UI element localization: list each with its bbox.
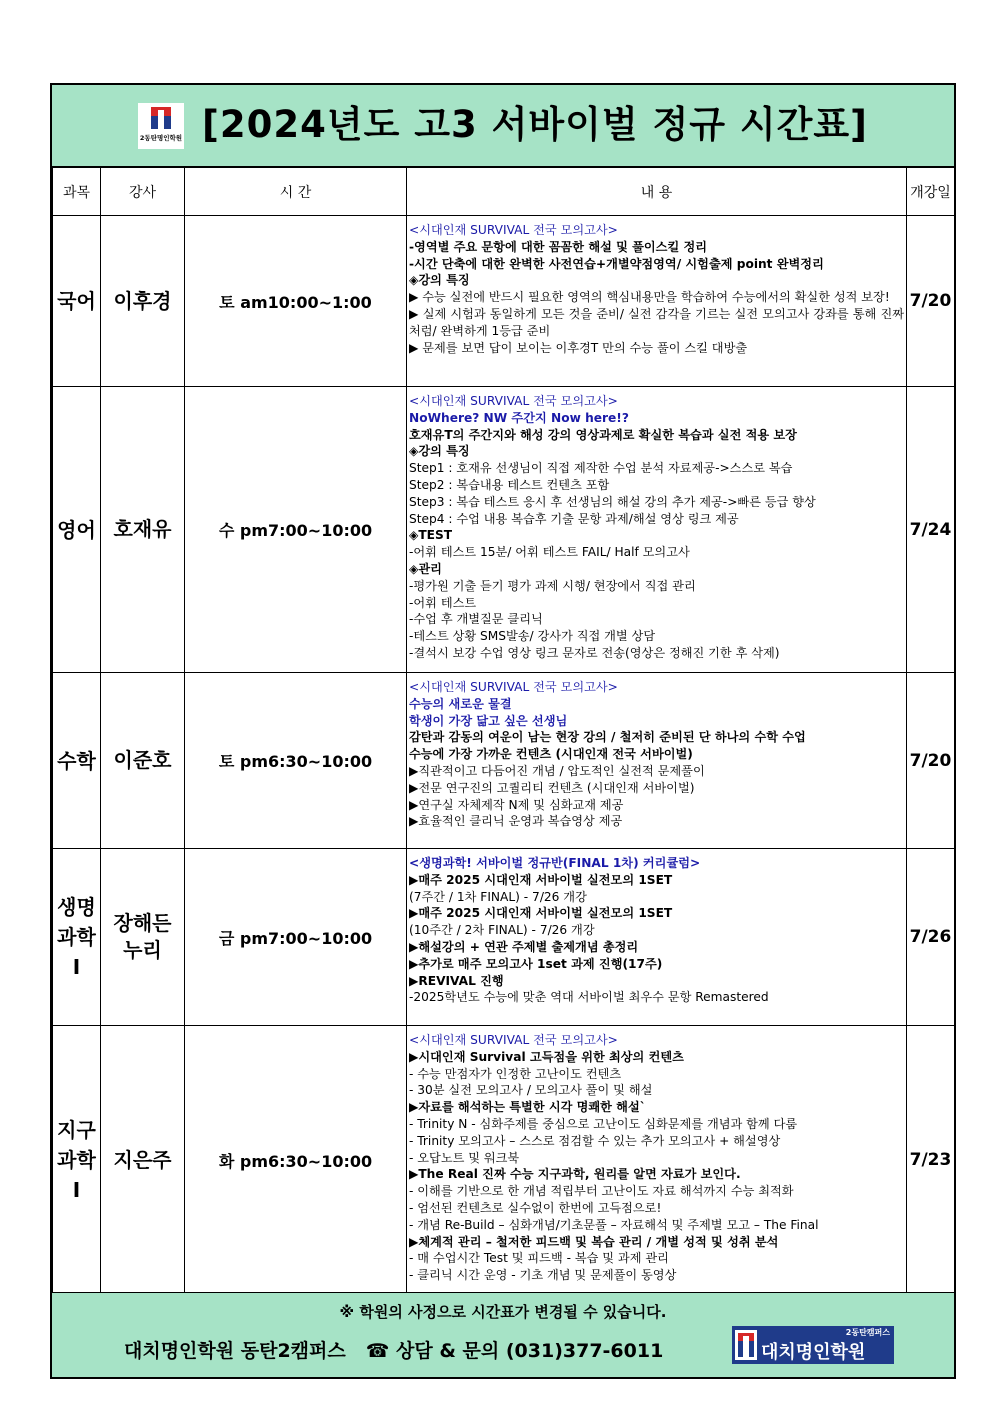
content-line: Step2 : 복습내용 테스트 컨텐츠 포함 — [409, 477, 610, 492]
col-header-open: 개강일 — [907, 168, 955, 216]
content-line: -2025학년도 수능에 맞춘 역대 서바이벌 최우수 문항 Remastered — [409, 990, 769, 1005]
content-line: 수능의 새로운 물결 — [409, 696, 512, 711]
table-row — [53, 849, 955, 1026]
content-line: <시대인재 SURVIVAL 전국 모의고사> — [409, 223, 618, 237]
campus-name: 대치명인학원 동탄2캠퍼스 — [124, 1340, 346, 1362]
content-line: ▶추가로 매주 모의고사 1set 과제 진행(17주) — [409, 956, 663, 971]
schedule-change-notice: ※ 학원의 사정으로 시간표가 변경될 수 있습니다. — [339, 1303, 667, 1321]
content-line: 감탄과 감동의 여운이 남는 현장 강의 / 철저히 준비된 단 하나의 수학 수업 — [409, 730, 806, 745]
time-cell: 토 pm6:30~10:00 — [185, 673, 407, 849]
contact-phone: ☎ 상담 & 문의 (031)377-6011 — [365, 1340, 664, 1362]
content-line: Step1 : 호재유 선생님이 직접 제작한 수업 분석 자료제공->스스로 복습 — [409, 461, 793, 476]
content-line: -시간 단축에 대한 완벽한 사전연습+개별약점영역/ 시험출제 point 완벽정리 — [409, 256, 824, 271]
content-line: - Trinity 모의고사 – 스스로 점검할 수 있는 추가 모의고사 + 해설영상 — [409, 1133, 781, 1148]
content-line: (7주간 / 1차 FINAL) - 7/26 개강 — [409, 889, 587, 904]
open-date-cell: 7/26 — [907, 849, 955, 1026]
subject-label: 수학 — [57, 748, 96, 773]
content-line: ▶체계적 관리 – 철저한 피드백 및 복습 관리 / 개별 성적 및 성취 분석 — [409, 1234, 779, 1249]
content-line: ▶The Real 진짜 수능 지구과학, 원리를 알면 자료가 보인다. — [409, 1167, 741, 1182]
academy-logo-large-mark-icon — [735, 1330, 757, 1360]
time-cell: 토 am10:00~1:00 — [185, 216, 407, 387]
content-line: ▶해설강의 + 연관 주제별 출제개념 총정리 — [409, 939, 639, 954]
subject-label: 과학 — [57, 1148, 96, 1172]
academy-logo-text: 2동탄명인학원 — [139, 134, 183, 142]
subject-cell — [53, 1026, 101, 1295]
time-cell: 수 pm7:00~10:00 — [185, 387, 407, 673]
open-date-cell: 7/20 — [907, 673, 955, 849]
subject-label: 과학 — [57, 925, 96, 949]
content-line: -평가원 기출 듣기 평가 과제 시행/ 현장에서 직접 관리 — [409, 578, 696, 593]
logo-academy-name: 대치명인학원 — [761, 1342, 866, 1363]
content-line: ▶효율적인 클리닉 운영과 복습영상 제공 — [409, 814, 623, 829]
content-line: - 엄선된 컨텐츠로 실수없이 한번에 고득점으로! — [409, 1200, 662, 1215]
teacher-name: 장해든 — [113, 911, 172, 935]
content-line: <시대인재 SURVIVAL 전국 모의고사> — [409, 394, 618, 408]
content-line: ▶자료를 해석하는 특별한 시각 명쾌한 해설` — [409, 1100, 646, 1115]
contact-line — [124, 1336, 663, 1363]
content-line: ▶연구실 자체제작 N제 및 심화교재 제공 — [409, 797, 624, 812]
subject-cell — [53, 387, 101, 673]
content-line: ▶직관적이고 다듬어진 개념 / 압도적인 실전적 문제풀이 — [409, 763, 705, 778]
content-line: 수능에 가장 가까운 컨텐츠 (시대인재 전국 서바이벌) — [409, 747, 693, 762]
content-line: ▶REVIVAL 진행 — [409, 973, 504, 988]
col-header-time: 시 간 — [185, 168, 407, 216]
footer-banner — [52, 1292, 954, 1377]
content-line: ◈관리 — [409, 561, 442, 576]
table-header-row — [53, 168, 955, 216]
subject-label: 영어 — [57, 517, 96, 542]
content-line: 학생이 가장 닮고 싶은 선생님 — [409, 713, 568, 728]
content-line: - 오답노트 및 워크북 — [409, 1150, 520, 1165]
table-row — [53, 216, 955, 387]
teacher-name: 누리 — [123, 938, 162, 962]
content-line: ◈강의 특징 — [409, 273, 470, 288]
teacher-name: 호재유 — [113, 517, 172, 541]
content-line: <시대인재 SURVIVAL 전국 모의고사> — [409, 680, 618, 694]
content-cell — [407, 387, 907, 673]
content-line: ▶ 실제 시험과 동일하게 모든 것을 준비/ 실전 감각을 기르는 실전 모의고사 강좌를 통해 진짜처럼/ 완벽하게 1등급 준비 — [409, 306, 904, 338]
teacher-name: 이후경 — [113, 288, 172, 313]
timetable — [52, 167, 955, 1295]
content-line: NoWhere? NW 주간지 Now here!? — [409, 410, 629, 425]
teacher-cell — [101, 387, 185, 673]
academy-logo-large — [732, 1326, 894, 1364]
teacher-cell — [101, 1026, 185, 1295]
content-line: -결석시 보강 수업 영상 링크 문자로 전송(영상은 정해진 기한 후 삭제) — [409, 645, 780, 660]
content-line: 호재유T의 주간지와 해성 강의 영상과제로 확실한 복습과 실전 적용 보장 — [409, 427, 797, 442]
table-row — [53, 673, 955, 849]
subject-label: I — [72, 1178, 81, 1202]
content-line: -어휘 테스트 — [409, 595, 477, 610]
content-line: Step4 : 수업 내용 복습후 기출 문항 과제/해설 영상 링크 제공 — [409, 511, 739, 526]
open-date-cell: 7/23 — [907, 1026, 955, 1295]
teacher-cell — [101, 673, 185, 849]
content-cell — [407, 849, 907, 1026]
content-line: -영역별 주요 문항에 대한 꼼꼼한 해설 및 풀이스킬 정리 — [409, 239, 708, 254]
page-title: [2024년도 고3 서바이벌 정규 시간표] — [202, 103, 868, 146]
subject-label: 국어 — [57, 289, 96, 313]
content-line: -수업 후 개별질문 클리닉 — [409, 612, 543, 627]
teacher-cell — [101, 849, 185, 1026]
table-row — [53, 1026, 955, 1295]
logo-campus-label: 2동탄캠퍼스 — [845, 1328, 890, 1337]
content-line: <생명과학! 서바이벌 정규반(FINAL 1차) 커리큘럼> — [409, 856, 701, 870]
content-line: ◈강의 특징 — [409, 444, 470, 459]
academy-logo — [138, 103, 184, 149]
content-line: ▶ 문제를 보면 답이 보이는 이후경T 만의 수능 풀이 스킬 대방출 — [409, 340, 748, 355]
content-line: Step3 : 복습 테스트 응시 후 선생님의 해설 강의 추가 제공->빠른 등급 향상 — [409, 494, 816, 509]
content-line: (10주간 / 2차 FINAL) - 7/26 개강 — [409, 923, 595, 938]
content-line: -어휘 테스트 15분/ 어휘 테스트 FAIL/ Half 모의고사 — [409, 545, 690, 560]
content-line: - 30분 실전 모의고사 / 모의고사 풀이 및 해설 — [409, 1083, 653, 1098]
content-line: ◈TEST — [409, 528, 453, 543]
subject-cell — [53, 849, 101, 1026]
content-line: ▶시대인재 Survival 고득점을 위한 최상의 컨텐츠 — [409, 1049, 684, 1064]
content-line: - 매 수업시간 Test 및 피드백 - 복습 및 과제 관리 — [409, 1251, 669, 1266]
content-line: - 개념 Re-Build – 심화개념/기초문풀 – 자료해석 및 주제별 모고 – The Final — [409, 1217, 819, 1232]
teacher-name: 이준호 — [113, 748, 172, 772]
timetable-frame — [50, 83, 956, 1379]
open-date-cell: 7/20 — [907, 216, 955, 387]
col-header-teacher: 강사 — [101, 168, 185, 216]
content-cell — [407, 673, 907, 849]
subject-cell — [53, 673, 101, 849]
content-line: ▶전문 연구진의 고퀄리티 컨텐츠 (시대인재 서바이벌) — [409, 780, 695, 795]
subject-label: 생명 — [57, 895, 96, 919]
content-line: ▶매주 2025 시대인재 서바이벌 실전모의 1SET — [409, 872, 673, 887]
time-cell: 금 pm7:00~10:00 — [185, 849, 407, 1026]
content-cell — [407, 216, 907, 387]
content-line: - 수능 만점자가 인정한 고난이도 컨텐츠 — [409, 1066, 622, 1081]
content-line: ▶ 수능 실전에 반드시 필요한 영역의 핵심내용만을 학습하여 수능에서의 확실한 성적 보장! — [409, 290, 890, 305]
table-row — [53, 387, 955, 673]
content-line: ▶매주 2025 시대인재 서바이벌 실전모의 1SET — [409, 906, 673, 921]
header-banner — [52, 85, 954, 167]
content-cell — [407, 1026, 907, 1295]
teacher-cell — [101, 216, 185, 387]
subject-label: 지구 — [57, 1118, 96, 1142]
time-cell: 화 pm6:30~10:00 — [185, 1026, 407, 1295]
content-line: - Trinity N - 심화주제를 중심으로 고난이도 심화문제를 개념과 함께 다룸 — [409, 1116, 798, 1131]
content-line: - 이해를 기반으로 한 개념 적립부터 고난이도 자료 해석까지 수능 최적화 — [409, 1184, 794, 1199]
subject-cell — [53, 216, 101, 387]
teacher-name: 지은주 — [113, 1147, 172, 1172]
content-line: - 클리닉 시간 운영 - 기초 개념 및 문제풀이 동영상 — [409, 1268, 677, 1283]
academy-logo-mark-icon — [151, 107, 171, 129]
content-line: <시대인재 SURVIVAL 전국 모의고사> — [409, 1033, 618, 1047]
content-line: -테스트 상황 SMS발송/ 강사가 직접 개별 상담 — [409, 629, 656, 644]
col-header-subject: 과목 — [53, 168, 101, 216]
subject-label: I — [72, 955, 81, 979]
open-date-cell: 7/24 — [907, 387, 955, 673]
col-header-content: 내 용 — [407, 168, 907, 216]
